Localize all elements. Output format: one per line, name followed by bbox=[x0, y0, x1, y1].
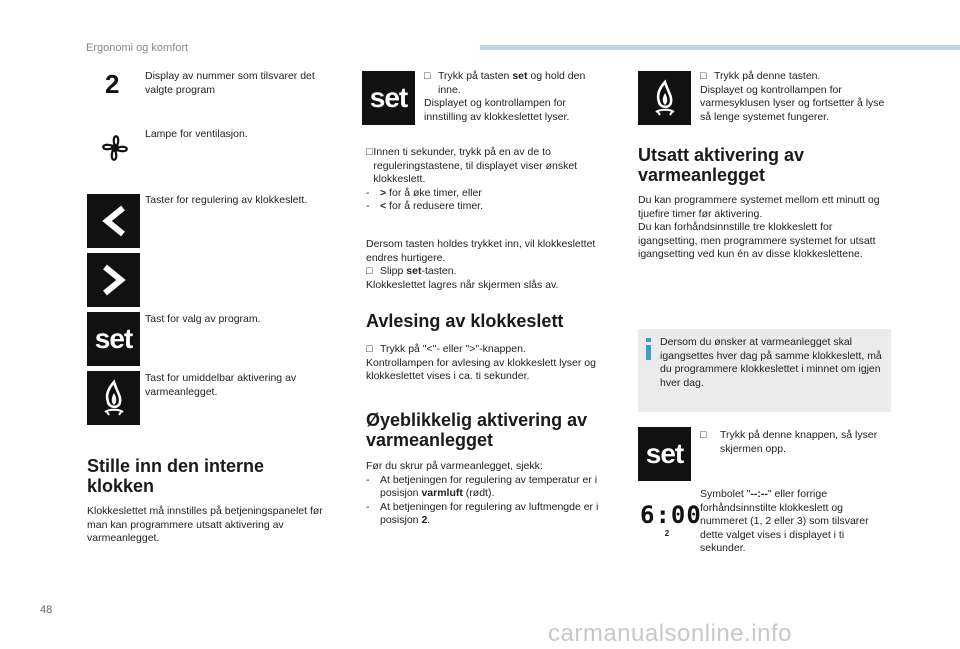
right-paragraph-3 bbox=[700, 488, 890, 556]
bullet-icon: □ bbox=[366, 343, 373, 355]
text: Trykk på "<"- eller ">"-knappen. bbox=[380, 343, 526, 355]
text: Kontrollampen for avlesing av klokkeslett lyser og klokkeslettet vises i ca. ti sekunder. bbox=[366, 356, 596, 382]
text: Dersom tasten holdes trykket inn, vil klokkeslettet endres hurtigere. bbox=[366, 238, 596, 264]
set-key-icon bbox=[638, 427, 691, 481]
display-time: 6:00 bbox=[640, 501, 702, 529]
text: inne. bbox=[438, 83, 461, 96]
text: Displayet og kontrollampen for varmesyklusen lyser og fortsetter å lyse så lenge systemet fungerer. bbox=[700, 83, 885, 123]
right-paragraph-1 bbox=[700, 70, 890, 124]
page-number: 48 bbox=[40, 604, 53, 616]
middle-paragraph-2: □ Innen ti sekunder, trykk på en av de to reguleringstastene, til displayet viser ønsket klokkeslett. - > for å øke timer, eller - < for å redusere timer. bbox=[366, 146, 606, 214]
fan-icon bbox=[96, 129, 134, 172]
middle-paragraph-3 bbox=[366, 238, 606, 292]
flame-icon bbox=[87, 371, 140, 425]
section-title-line-1: Stille inn den interne bbox=[87, 456, 265, 476]
text: Før du skrur på varmeanlegget, sjekk: bbox=[366, 460, 543, 472]
text: Trykk på denne knappen, så lyser skjermen opp. bbox=[720, 429, 878, 455]
text: og hold den bbox=[527, 70, 586, 82]
text: Symbolet " bbox=[700, 488, 751, 500]
text: " eller forrige forhåndsinnstilte klokkeslett og nummeret (1, 2 eller 3) som tilsvarer dette valget vises i displayet i ti sekunder. bbox=[700, 488, 869, 554]
text: Trykk på denne tasten. bbox=[714, 70, 821, 82]
right-paragraph-2 bbox=[700, 429, 890, 456]
bullet-icon: □ bbox=[700, 70, 707, 82]
text: Displayet og kontrollampen for innstilling av klokkeslettet lyser. bbox=[424, 97, 570, 123]
text: Slipp bbox=[380, 265, 407, 277]
section-title-line-1: Utsatt aktivering av bbox=[638, 145, 805, 165]
text: for å redusere timer. bbox=[386, 200, 484, 212]
set-key-icon bbox=[362, 71, 415, 125]
section-body-delayed-heating: Du kan programmere systemet mellom ett minutt og tjuefire timer før aktivering. Du kan forhåndsinnstille tre klokkeslett for igangsetting, men programmere systemet for utsatt igangsetting ved kun én av disse klokkeslettene. bbox=[638, 194, 880, 260]
bullet-icon: □ bbox=[424, 70, 431, 82]
bullet-icon: □ bbox=[366, 265, 373, 277]
section-title-delayed-heating bbox=[638, 145, 898, 185]
program-number-icon: 2 bbox=[105, 69, 120, 99]
text-bold: varmluft bbox=[421, 487, 463, 499]
text-bold: set bbox=[512, 70, 528, 82]
flame-icon bbox=[638, 71, 691, 125]
section-body-read-clock bbox=[366, 343, 606, 384]
section-title-line-2: klokken bbox=[87, 476, 155, 496]
section-title-line-1: Øyeblikkelig aktivering av bbox=[366, 410, 588, 430]
set-key-label: set bbox=[94, 322, 133, 354]
text: (rødt). bbox=[462, 487, 495, 499]
set-key-label: set bbox=[645, 437, 684, 469]
text: -tasten. bbox=[421, 265, 457, 277]
item-program-select-text: Tast for valg av program. bbox=[145, 313, 261, 325]
text-bold: set bbox=[406, 265, 422, 277]
item-heater-now-text: Tast for umiddelbar aktivering av varmeanlegget. bbox=[145, 372, 297, 398]
info-icon bbox=[645, 338, 651, 358]
chevron-left-icon bbox=[87, 194, 140, 248]
section-body-internal-clock: Klokkeslettet må innstilles på betjeningspanelet før man kan programmere utsatt aktivering av varmeanlegget. bbox=[87, 505, 323, 544]
set-key-label: set bbox=[369, 81, 408, 113]
watermark: carmanualsonline.info bbox=[548, 620, 792, 647]
item-ventilation-text: Lampe for ventilasjon. bbox=[145, 128, 248, 140]
text: Trykk på tasten bbox=[438, 70, 513, 82]
chevron-right-icon bbox=[87, 253, 140, 307]
text: Innen ti sekunder, trykk på en av de to reguleringstastene, til displayet viser ønsket klokkeslett. bbox=[373, 146, 578, 185]
header-divider bbox=[480, 45, 960, 50]
section-title-line-2: varmeanlegget bbox=[366, 430, 494, 450]
header-title: Ergonomi og komfort bbox=[86, 42, 189, 54]
text: At betjeningen for regulering av temperatur er i posisjon bbox=[380, 473, 598, 499]
item-program-number-text: Display av nummer som tilsvarer det valgte program bbox=[145, 70, 315, 96]
section-title-line-2: varmeanlegget bbox=[638, 165, 766, 185]
text: Klokkeslettet lagres når skjermen slås av. bbox=[366, 278, 559, 291]
bullet-icon: □ bbox=[366, 146, 373, 158]
section-title-read-clock: Avlesing av klokkeslett bbox=[366, 311, 564, 331]
text: At betjeningen for regulering av luftmengde er i posisjon bbox=[380, 500, 599, 526]
text: . bbox=[427, 514, 431, 526]
set-key-icon bbox=[87, 312, 140, 366]
info-text: Dersom du ønsker at varmeanlegget skal igangsettes hver dag på samme klokkeslett, må du programmere klokkeslettet i minnet om igjen hver dag. bbox=[660, 336, 882, 389]
text-bold: > bbox=[380, 186, 387, 199]
section-body-instant-heating: Før du skrur på varmeanlegget, sjekk: - At betjeningen for regulering av temperatur er i posisjon varmluft (rødt). - At betjeningen for regulering av luftmengde er i posisjon 2. bbox=[366, 460, 606, 528]
item-time-keys-text: Taster for regulering av klokkeslett. bbox=[145, 194, 308, 206]
text-bold: < bbox=[380, 200, 387, 212]
text-bold: --:-- bbox=[750, 488, 768, 500]
text-bold: 2 bbox=[421, 514, 428, 526]
display-program-number: 2 bbox=[664, 529, 670, 539]
clock-display-icon bbox=[640, 500, 702, 540]
text: for å øke timer, eller bbox=[386, 186, 482, 199]
section-title-internal-clock bbox=[87, 456, 337, 496]
section-title-instant-heating bbox=[366, 410, 616, 450]
middle-paragraph-1 bbox=[424, 70, 609, 124]
bullet-icon: □ bbox=[700, 429, 707, 441]
